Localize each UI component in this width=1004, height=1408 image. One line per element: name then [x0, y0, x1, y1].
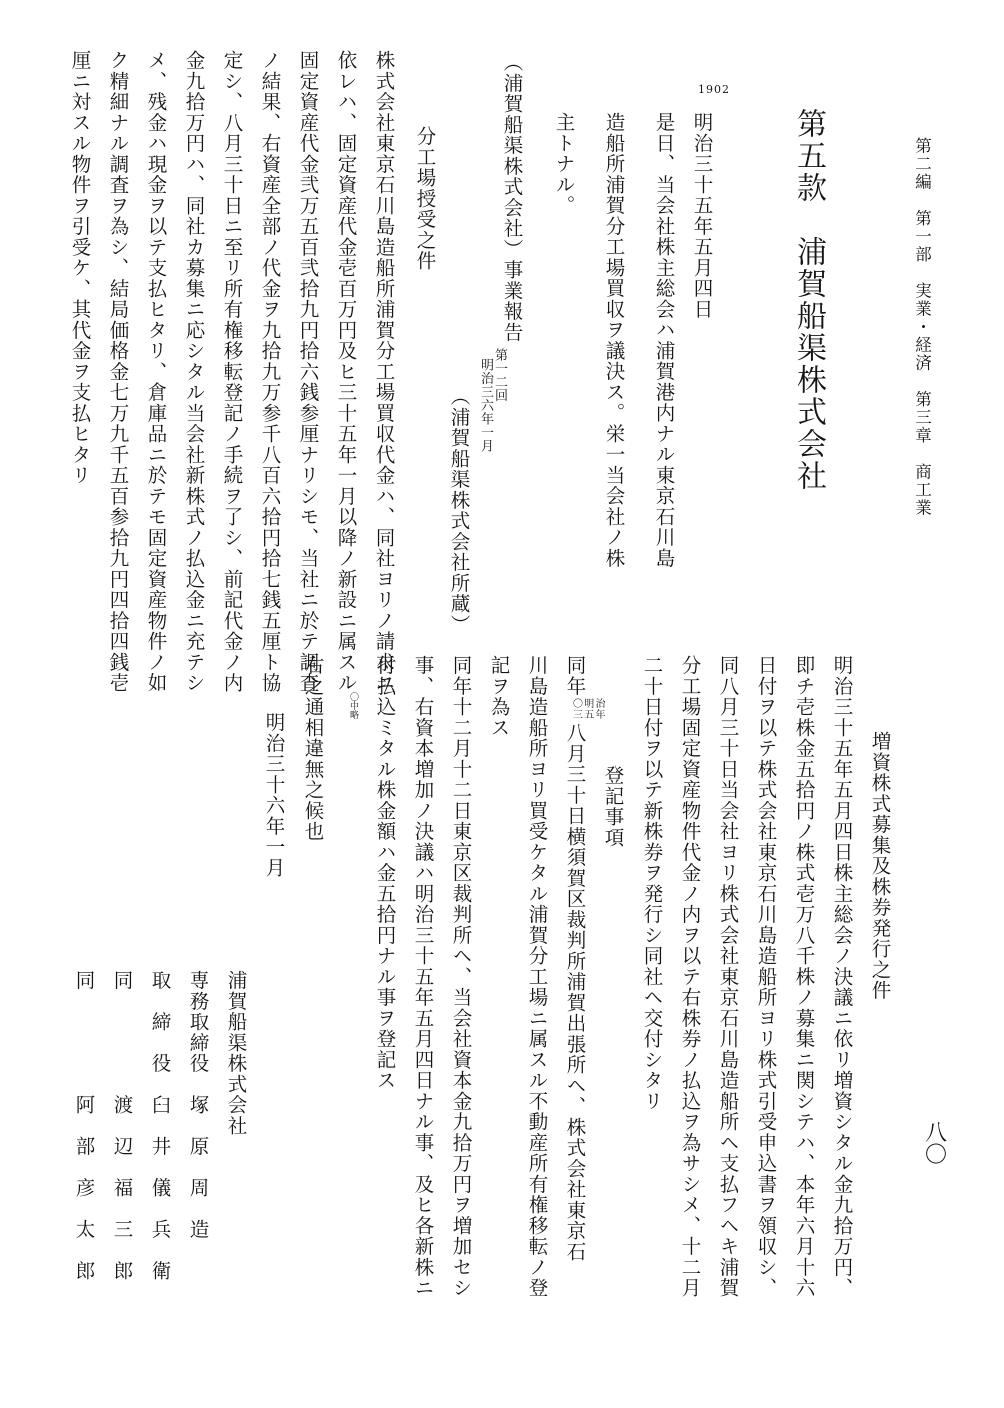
signatory-line: 同 阿 部 彦 太 郎 [72, 970, 96, 1282]
upper-line: 株式会社東京石川島造船所浦賀分工場買収代金ハ、同社ヨリノ請求ニ [372, 50, 396, 694]
registration-line: 付払込ミタル株金額ハ金五拾円ナル事ヲ登記ス [373, 655, 397, 1091]
chronology-line-1: 是日、当会社株主総会ハ浦賀港内ナル東京石川島 [652, 112, 676, 569]
upper-line: 定シ、八月三十日ニ至リ所有権移転登記ノ手続ヲ了シ、前記代金ノ内 [220, 50, 244, 694]
registration-heading: 登記事項 [601, 765, 625, 848]
signatory-line: 同 渡 辺 福 三 郎 [110, 970, 134, 1282]
upper-line: ノ結果、右資産全部ノ代金ヲ九拾九万参千八百六拾円拾七銭五厘ト協 [258, 50, 282, 694]
lower-line: 分工場固定資産物件代金ノ内ヲ以テ右株券ノ払込ヲ為サシメ、十二月 [678, 655, 702, 1299]
upper-line: 厘ニ対スル物件ヲ引受ケ、其代金ヲ支払ヒタリ [68, 50, 92, 486]
lower-line: 即チ壱株金五拾円ノ株式壱万八千株ノ募集ニ関シテハ、本年六月十六 [792, 655, 816, 1299]
source-issue-bottom: 明治三六年一月 [478, 358, 493, 453]
lower-heading: 増資株式募集及株券発行之件 [868, 731, 892, 1001]
era-note-bottom: 三五年 [573, 709, 607, 721]
upper-heading: 分工場授受之件 [413, 126, 437, 272]
lower-line: 日付ヲ以テ株式会社東京石川島造船所ヨリ株式引受申込書ヲ領収シ、 [754, 655, 778, 1299]
upper-line: 金九拾万円ハ、同社カ募集ニ応シタル当会社新株式ノ払込金ニ充テシ [182, 50, 206, 694]
chronology-line-3: 主トナル。 [552, 112, 576, 216]
chronology-date: 明治三十五年五月四日 [690, 112, 714, 320]
closing-phrase: 右之通相違無之候也 [301, 655, 325, 842]
upper-line: 固定資産代金弐万五百弐拾九円拾六銭参厘ナリシモ、当社ニ於テ調査 [296, 50, 320, 694]
source-title: （浦賀船渠株式会社）事業報告 [500, 52, 524, 343]
company-name: 浦賀船渠株式会社 [224, 970, 248, 1136]
registration-line: 同年十二月十二日東京区裁判所ヘ、当会社資本金九拾万円ヲ増加セシ [449, 655, 473, 1299]
upper-line: メ、残金ハ現金ヲ以テ支払ヒタリ、倉庫品ニ於テモ固定資産物件ノ如 [144, 50, 168, 694]
registration-line-1 [563, 655, 607, 1262]
page-number: 八〇 [924, 1121, 947, 1168]
registration-line: 事、右資本増加ノ決議ハ明治三十五年五月四日ナル事、及ヒ各新株ニ [411, 655, 435, 1299]
source-issue-top: 第一二回 [492, 348, 507, 402]
lower-line: 明治三十五年五月四日株主総会ノ決議ニ依リ増資シタル金九拾万円、 [830, 655, 854, 1299]
era-annotation [573, 698, 607, 721]
closing-date: 明治三十六年一月 [262, 712, 286, 878]
registration-line-rest: 八月三十日横須賀区裁判所浦賀出張所ヘ、株式会社東京石 [563, 722, 587, 1262]
registration-line: 川島造船所ヨリ買受ケタル浦賀分工場ニ属スル不動産所有権移転ノ登 [525, 655, 549, 1299]
signatory-line: 取 締 役 臼 井 儀 兵 衛 [148, 970, 172, 1282]
upper-line: ク精細ナル調査ヲ為シ、結局価格金七万九千五百参拾九円四拾四銭壱 [106, 50, 130, 694]
lower-line: 二十日付ヲ以テ新株券ヲ発行シ同社ヘ交付シタリ [640, 655, 664, 1112]
upper-line: 依レハ、固定資産代金壱百万円及ヒ三十五年一月以降ノ新設ニ属スル [334, 50, 358, 694]
running-header: 第二編 第一部 実業・経済 第三章 商工業 [912, 137, 932, 518]
section-title: 第五款 浦賀船渠株式会社 [791, 108, 826, 492]
registration-year-prefix: 同年 [563, 655, 587, 697]
chronology-line-2: 造船所浦賀分工場買収ヲ議決ス。栄一当会社ノ株 [602, 112, 626, 569]
lower-line: 同八月三十日当会社ヨリ株式会社東京石川島造船所ヘ支払フヘキ浦賀 [716, 655, 740, 1299]
omission-note: 〇中略 [348, 692, 358, 719]
era-note-top: 〇明治 [573, 698, 607, 710]
source-holder: （浦賀船渠株式会社所蔵） [447, 386, 471, 635]
registration-line: 記ヲ為ス [487, 655, 511, 738]
signatory-line: 専務取締役 塚 原 周 造 [186, 970, 210, 1240]
year-label: 1902 [698, 83, 730, 96]
